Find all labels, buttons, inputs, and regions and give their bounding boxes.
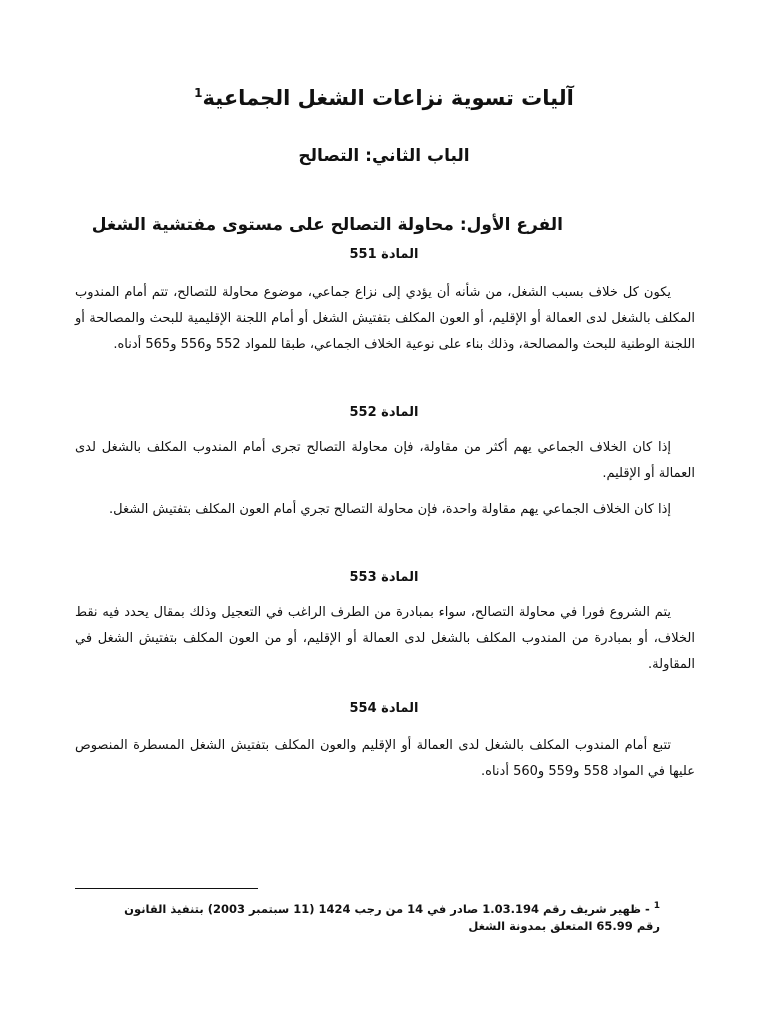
title-footnote-ref[interactable]: 1 <box>194 86 203 100</box>
article-553-paragraph: يتم الشروع فورا في محاولة التصالح، سواء بمبادرة من الطرف الراغب في التعجيل وذلك بمقال يحدد فيه نقط الخلاف، أو بمبادرة من المندوب المكلف بالشغل لدى العمالة أو الإقليم، أو من العون المكلف بتفتيش الشغل في المقاولة. <box>75 605 695 672</box>
article-heading-551: المادة 551 <box>349 247 419 262</box>
article-552-paragraph-2: إذا كان الخلاف الجماعي يهم مقاولة واحدة، فإن محاولة التصالح تجري أمام العون المكلف بتفتيش الشغل. <box>108 502 671 517</box>
chapter-heading: الباب الثاني: التصالح <box>298 146 470 166</box>
article-552-paragraph-1: إذا كان الخلاف الجماعي يهم أكثر من مقاولة، فإن محاولة التصالح تجرى أمام المندوب المكلف بالشغل لدى العمالة أو الإقليم. <box>75 440 695 481</box>
article-heading-554: المادة 554 <box>349 701 419 716</box>
document-title <box>0 86 768 110</box>
footnote <box>100 898 660 935</box>
title-text: آليات تسوية نزاعات الشغل الجماعية <box>202 86 574 110</box>
article-551-paragraph: يكون كل خلاف بسبب الشغل، من شأنه أن يؤدي إلى نزاع جماعي، موضوع محاولة للتصالح، تتم أمام المندوب المكلف بالشغل لدى العمالة أو الإقليم، أو العون المكلف بتفتيش الشغل أو أمام اللجنة الإقليمية للبحث والمصالحة أو اللجنة الوطنية للبحث والمصالحة، وذلك بناء على نوعية الخلاف الجماعي، طبقا للمواد 552 و556 و565 أدناه. <box>75 285 695 352</box>
article-heading-553: المادة 553 <box>349 570 419 585</box>
article-554-paragraph: تتبع أمام المندوب المكلف بالشغل لدى العمالة أو الإقليم والعون المكلف بتفتيش الشغل المسطرة المنصوص عليها في المواد 558 و559 و560 أدناه. <box>75 738 695 779</box>
footnote-separator <box>75 888 258 889</box>
footnote-text: - ظهير شريف رقم 1.03.194 صادر في 14 من رجب 1424 (11 سبتمبر 2003) بتنفيذ القانون رقم 65.99 المتعلق بمدونة الشغل <box>124 901 660 933</box>
section-heading: الفرع الأول: محاولة التصالح على مستوى مفتشية الشغل <box>91 215 563 235</box>
article-heading-552: المادة 552 <box>349 405 419 420</box>
footnote-ref: 1 <box>653 901 660 911</box>
